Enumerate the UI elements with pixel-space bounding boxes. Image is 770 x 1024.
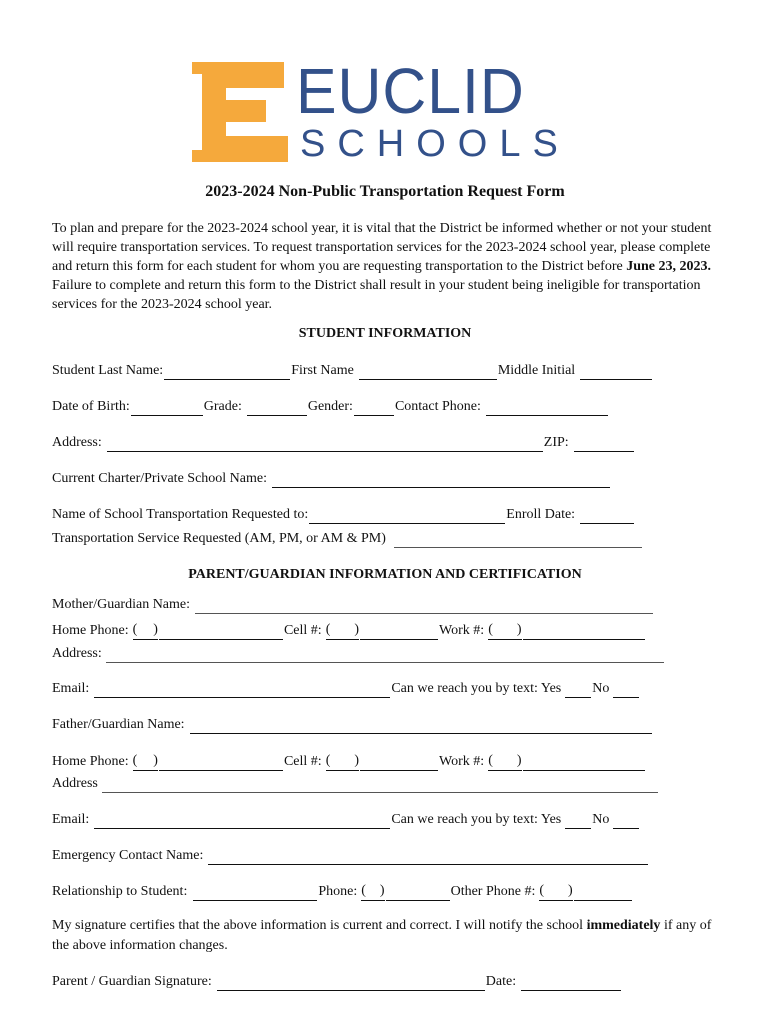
form-title: 2023-2024 Non-Public Transportation Request Form bbox=[205, 183, 565, 200]
cell-label: Cell #: bbox=[283, 623, 322, 638]
signature-row bbox=[52, 973, 622, 991]
father-cell-area-code[interactable]: ( ) bbox=[326, 752, 359, 771]
grade-field[interactable] bbox=[247, 401, 307, 416]
home-phone-label: Home Phone: bbox=[52, 623, 129, 638]
father-name-field[interactable] bbox=[190, 719, 652, 734]
father-cell-label: Cell #: bbox=[283, 754, 322, 769]
mother-email-row bbox=[52, 680, 640, 698]
father-home-phone-field[interactable] bbox=[159, 756, 283, 771]
service-requested-row bbox=[52, 530, 643, 548]
school-requested-row bbox=[52, 506, 635, 524]
father-address-field[interactable] bbox=[102, 778, 658, 793]
last-name-label: Student Last Name: bbox=[52, 363, 164, 378]
mother-text-no-field[interactable] bbox=[613, 683, 639, 698]
grade-label: Grade: bbox=[203, 399, 242, 414]
middle-initial-field[interactable] bbox=[580, 365, 652, 380]
signature-date-label: Date: bbox=[485, 974, 517, 989]
school-requested-label: Name of School Transportation Requested to: bbox=[52, 507, 309, 522]
mother-text-no-label: No bbox=[592, 681, 610, 696]
emergency-contact-label: Emergency Contact Name: bbox=[52, 848, 204, 863]
parent-info-heading: PARENT/GUARDIAN INFORMATION AND CERTIFICATION bbox=[188, 567, 582, 582]
home-phone-area-code[interactable]: ( ) bbox=[133, 621, 158, 640]
father-name-label: Father/Guardian Name: bbox=[52, 717, 185, 732]
emergency-phone-label: Phone: bbox=[318, 884, 358, 899]
mother-name-row bbox=[52, 596, 654, 614]
work-area-code[interactable]: ( ) bbox=[488, 621, 521, 640]
father-address-row bbox=[52, 775, 659, 793]
relationship-row bbox=[52, 882, 633, 901]
dob-field[interactable] bbox=[131, 401, 203, 416]
father-address-label: Address bbox=[52, 776, 98, 791]
enroll-date-field[interactable] bbox=[580, 509, 634, 524]
certification-statement bbox=[52, 916, 724, 956]
middle-initial-label: Middle Initial bbox=[497, 363, 576, 378]
mother-address-row bbox=[52, 645, 665, 663]
intro-text-1: To plan and prepare for the 2023-2024 school year, it is vital that the District be informed whether or not your student will require transportation services. To request transportation services for the 2023-2024 school year, please complete and return this form for each student for whom you are requesting transportation to the District before bbox=[52, 221, 712, 274]
certification-text-2: if any of the above information changes. bbox=[52, 918, 712, 953]
father-email-row bbox=[52, 811, 640, 829]
certification-emphasis: immediately bbox=[586, 918, 661, 933]
first-name-field[interactable] bbox=[359, 365, 497, 380]
other-phone-area-code[interactable]: ( ) bbox=[539, 882, 572, 901]
intro-deadline: June 23, 2023. bbox=[626, 259, 712, 274]
relationship-label: Relationship to Student: bbox=[52, 884, 188, 899]
mother-text-yes-field[interactable] bbox=[565, 683, 591, 698]
current-school-field[interactable] bbox=[272, 473, 610, 488]
emergency-contact-field[interactable] bbox=[208, 850, 648, 865]
service-requested-label: Transportation Service Requested (AM, PM, or AM & PM) bbox=[52, 531, 386, 546]
father-work-label: Work #: bbox=[439, 754, 485, 769]
father-email-label: Email: bbox=[52, 812, 90, 827]
relationship-field[interactable] bbox=[193, 886, 317, 901]
father-text-yes-field[interactable] bbox=[565, 814, 591, 829]
intro-paragraph bbox=[52, 219, 724, 314]
father-text-no-label: No bbox=[592, 812, 610, 827]
euclid-e-logo-icon bbox=[192, 62, 292, 162]
zip-field[interactable] bbox=[574, 437, 634, 452]
euclid-schools-logo bbox=[192, 55, 572, 166]
current-school-row bbox=[52, 470, 611, 488]
signature-date-field[interactable] bbox=[521, 976, 621, 991]
father-home-phone-label: Home Phone: bbox=[52, 754, 129, 769]
current-school-label: Current Charter/Private School Name: bbox=[52, 471, 267, 486]
certification-text-1: My signature certifies that the above information is current and correct. I will notify the school bbox=[52, 918, 587, 933]
logo-word-euclid: EUCLID bbox=[296, 55, 525, 127]
last-name-field[interactable] bbox=[164, 365, 290, 380]
signature-label: Parent / Guardian Signature: bbox=[52, 974, 212, 989]
student-name-row bbox=[52, 362, 653, 380]
mother-name-label: Mother/Guardian Name: bbox=[52, 597, 191, 612]
signature-field[interactable] bbox=[217, 976, 485, 991]
father-text-no-field[interactable] bbox=[613, 814, 639, 829]
emergency-phone-field[interactable] bbox=[386, 886, 450, 901]
gender-field[interactable] bbox=[354, 401, 394, 416]
zip-label: ZIP: bbox=[543, 435, 569, 450]
dob-label: Date of Birth: bbox=[52, 399, 130, 414]
intro-text-2: Failure to complete and return this form to the District shall result in your student being ineligible for transportation services for the 2023-2024 school year. bbox=[52, 278, 701, 312]
other-phone-label: Other Phone #: bbox=[450, 884, 536, 899]
cell-area-code[interactable]: ( ) bbox=[326, 621, 359, 640]
mother-email-field[interactable] bbox=[94, 683, 390, 698]
other-phone-field[interactable] bbox=[574, 886, 632, 901]
service-requested-field[interactable] bbox=[394, 533, 642, 548]
father-work-area-code[interactable]: ( ) bbox=[488, 752, 521, 771]
mother-email-label: Email: bbox=[52, 681, 90, 696]
father-name-row bbox=[52, 716, 653, 734]
father-text-question: Can we reach you by text: Yes bbox=[391, 812, 562, 827]
logo-word-schools: SCHOOLS bbox=[300, 123, 570, 165]
contact-phone-label: Contact Phone: bbox=[394, 399, 481, 414]
father-phone-row bbox=[52, 752, 646, 771]
emergency-contact-row bbox=[52, 847, 649, 865]
work-label: Work #: bbox=[439, 623, 485, 638]
school-requested-field[interactable] bbox=[309, 509, 505, 524]
mother-name-field[interactable] bbox=[195, 599, 653, 614]
father-home-phone-area-code[interactable]: ( ) bbox=[133, 752, 158, 771]
cell-field[interactable] bbox=[360, 625, 438, 640]
father-email-field[interactable] bbox=[94, 814, 390, 829]
mother-address-field[interactable] bbox=[106, 648, 664, 663]
mother-address-label: Address: bbox=[52, 646, 102, 661]
first-name-label: First Name bbox=[291, 363, 354, 378]
contact-phone-field[interactable] bbox=[486, 401, 608, 416]
home-phone-field[interactable] bbox=[159, 625, 283, 640]
address-label: Address: bbox=[52, 435, 102, 450]
mother-text-question: Can we reach you by text: Yes bbox=[391, 681, 562, 696]
student-info-heading: STUDENT INFORMATION bbox=[298, 326, 472, 341]
mother-phone-row bbox=[52, 621, 646, 640]
emergency-phone-area-code[interactable]: ( ) bbox=[361, 882, 384, 901]
address-field[interactable] bbox=[107, 437, 543, 452]
father-work-field[interactable] bbox=[523, 756, 645, 771]
student-address-row bbox=[52, 434, 635, 452]
student-details-row bbox=[52, 398, 609, 416]
work-field[interactable] bbox=[523, 625, 645, 640]
father-cell-field[interactable] bbox=[360, 756, 438, 771]
gender-label: Gender: bbox=[307, 399, 353, 414]
enroll-date-label: Enroll Date: bbox=[506, 507, 576, 522]
